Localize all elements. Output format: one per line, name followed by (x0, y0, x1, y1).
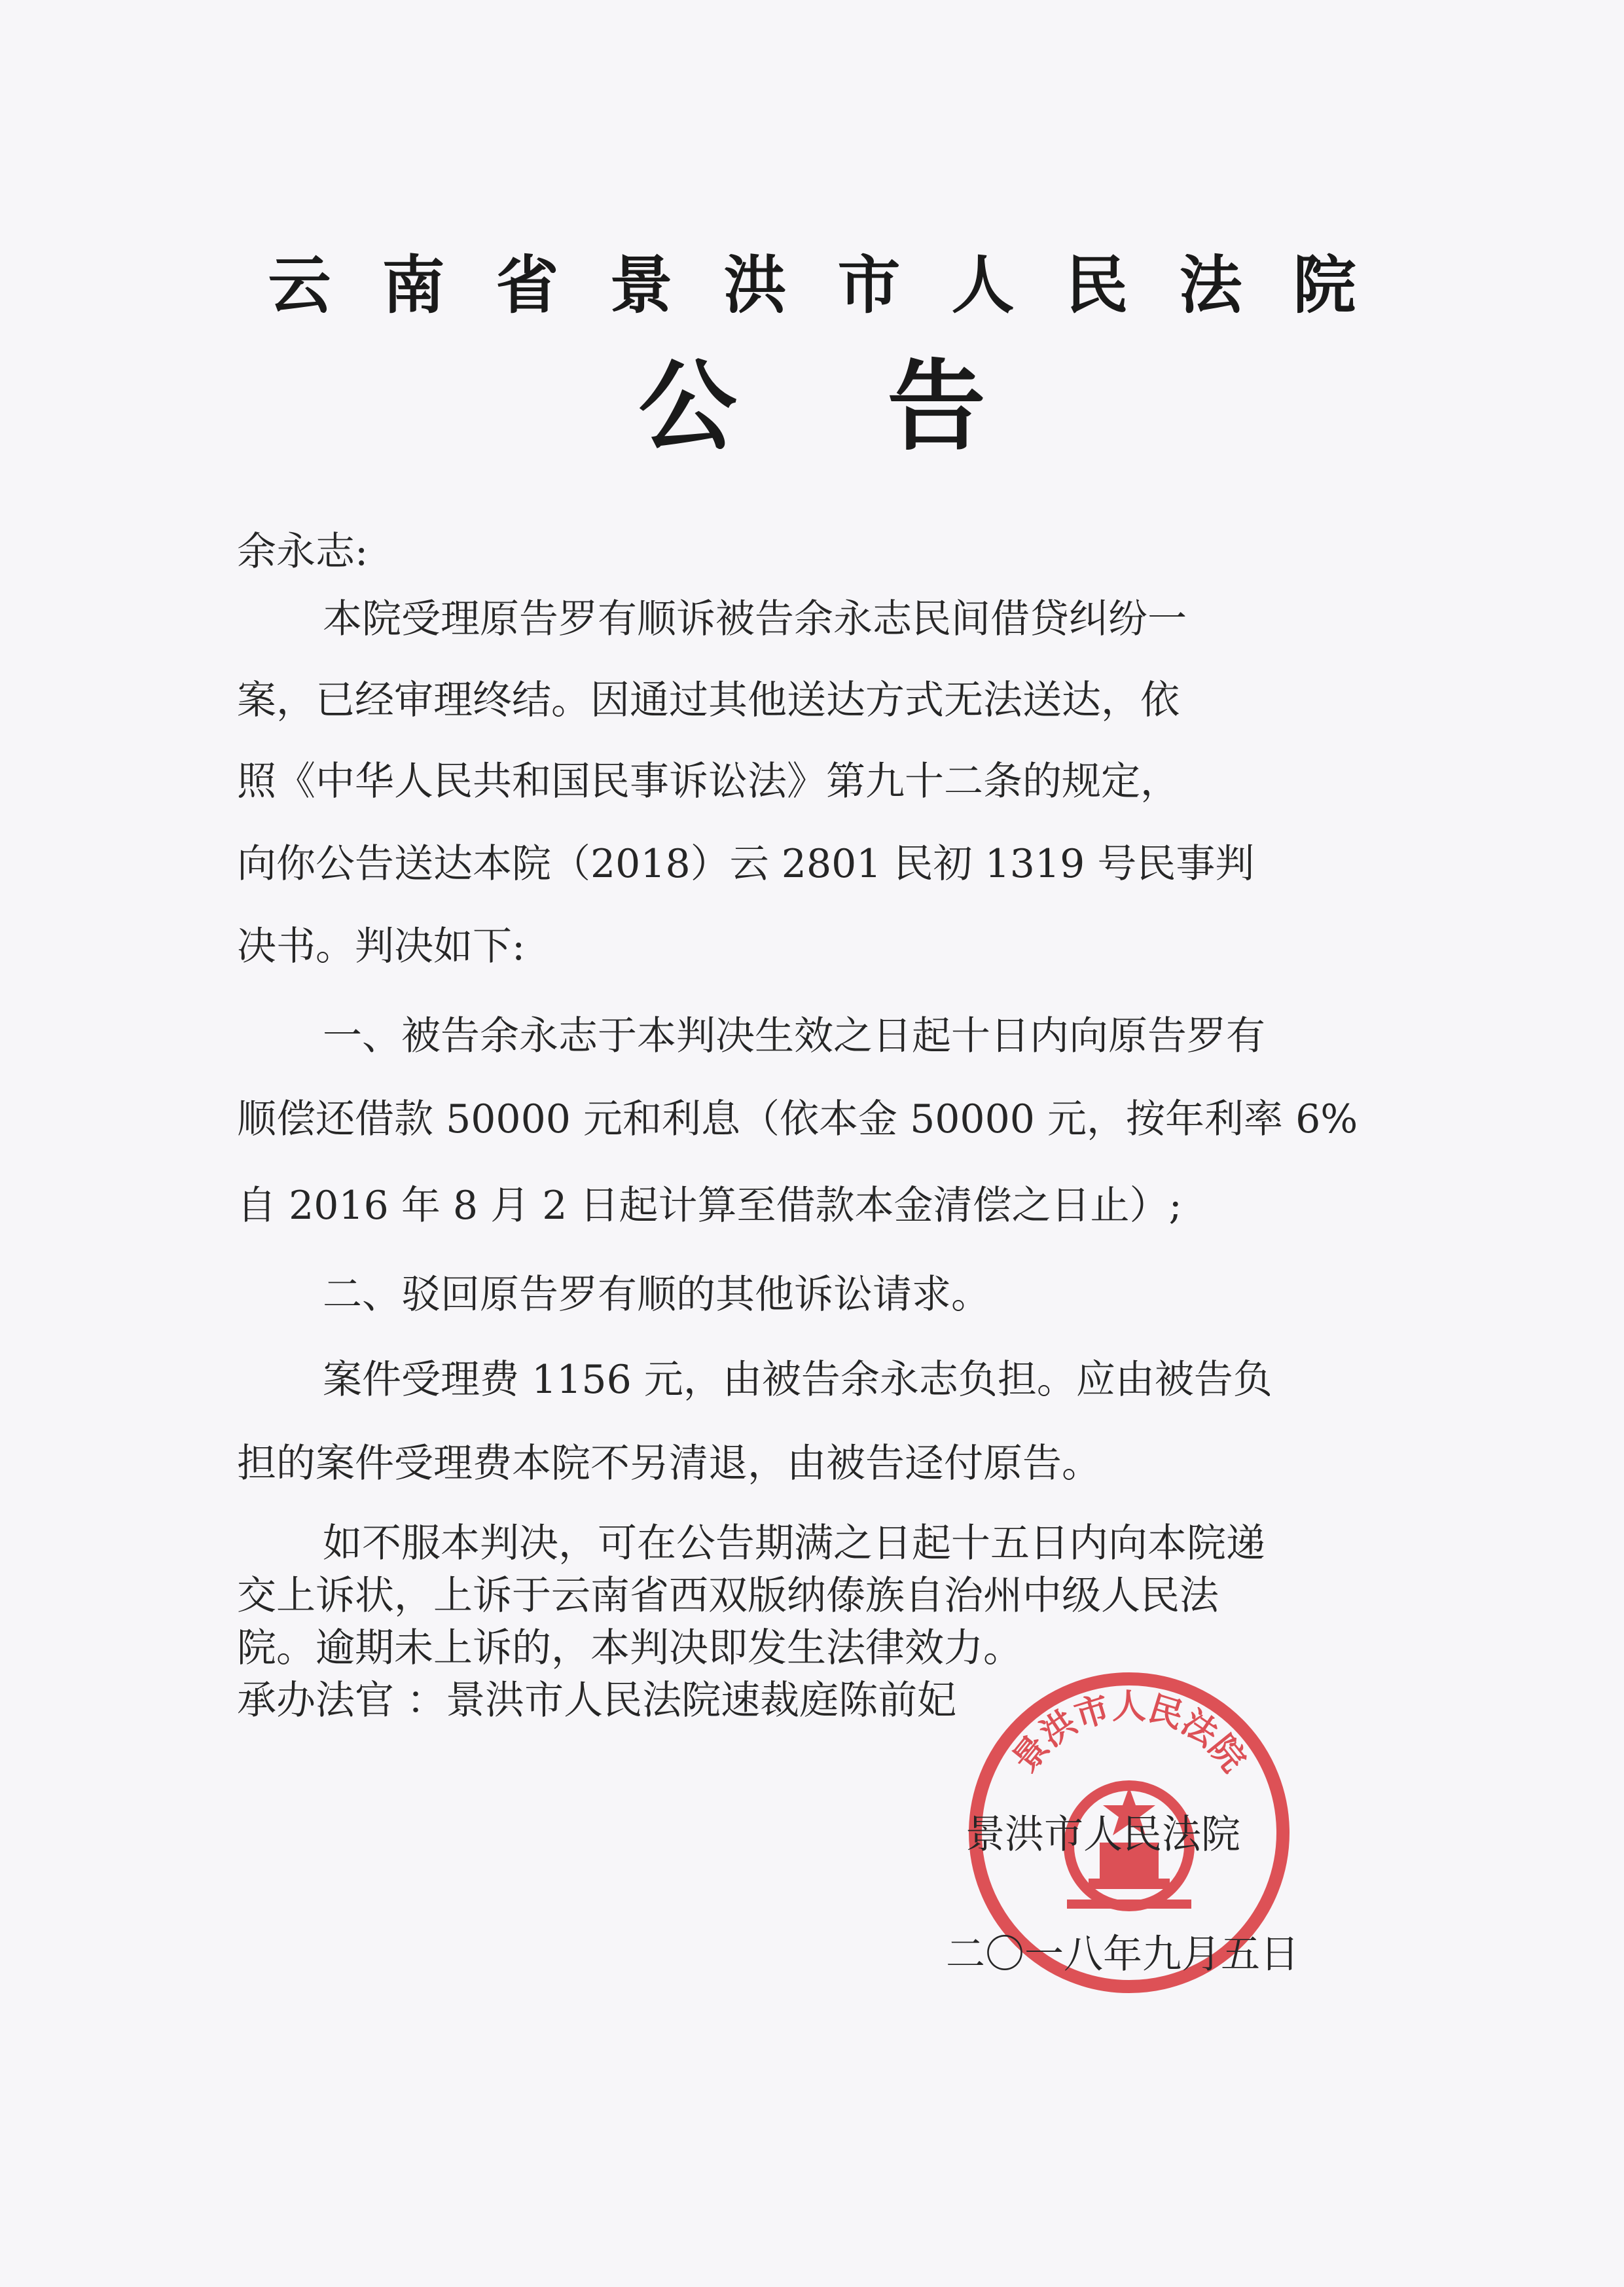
notice-title: 公告 (638, 350, 1136, 464)
issue-date: 二〇一八年九月五日 (946, 1932, 1299, 1977)
judgment-item-1-line-3: 自 2016 年 8 月 2 日起计算至借款本金清偿之日止）; (237, 1183, 1182, 1229)
addressee: 余永志: (237, 529, 369, 575)
court-name-heading: 云南省景洪市人民法院 (268, 249, 1407, 322)
issuer-name: 景洪市人民法院 (965, 1812, 1240, 1858)
body-line-3: 照《中华人民共和国民事诉讼法》第九十二条的规定， (237, 759, 1180, 804)
body-line-5: 决书。判决如下: (237, 924, 526, 969)
body-line-2: 案，已经审理终结。因通过其他送达方式无法送达，依 (237, 677, 1180, 723)
judgment-item-2: 二、驳回原告罗有顺的其他诉讼请求。 (323, 1272, 990, 1318)
appeal-line-3: 院。逾期未上诉的，本判决即发生法律效力。 (237, 1625, 1022, 1671)
seal-text: 景洪市人民法院 (1005, 1687, 1254, 1780)
fee-line-1: 案件受理费 1156 元，由被告余永志负担。应由被告负 (323, 1357, 1272, 1403)
body-line-4: 向你公告送达本院（2018）云 2801 民初 1319 号民事判 (237, 841, 1255, 887)
fee-line-2: 担的案件受理费本院不另清退，由被告迳付原告。 (237, 1441, 1101, 1486)
appeal-line-1: 如不服本判决，可在公告期满之日起十五日内向本院递 (323, 1521, 1265, 1566)
presiding-judge: 承办法官 ：景洪市人民法院速裁庭陈前妃 (237, 1678, 957, 1723)
body-line-1: 本院受理原告罗有顺诉被告余永志民间借贷纠纷一 (323, 596, 1187, 642)
judgment-item-1-line-1: 一、被告余永志于本判决生效之日起十日内向原告罗有 (323, 1013, 1265, 1059)
judgment-item-1-line-2: 顺偿还借款 50000 元和利息（依本金 50000 元，按年利率 6% (237, 1096, 1358, 1142)
appeal-line-2: 交上诉状，上诉于云南省西双版纳傣族自治州中级人民法 (237, 1573, 1219, 1619)
